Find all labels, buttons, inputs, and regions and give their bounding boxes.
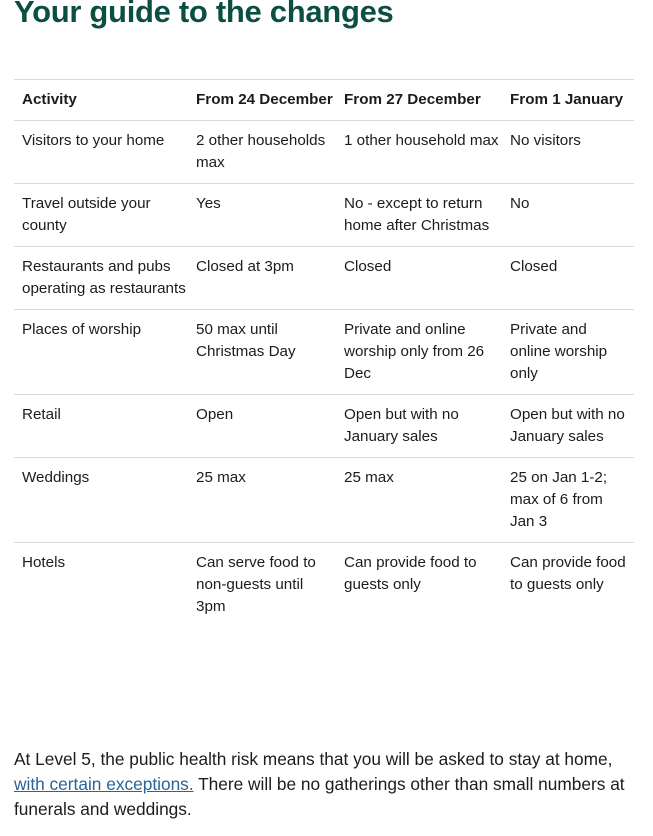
table-cell-activity: Hotels bbox=[14, 543, 188, 628]
table-cell-activity: Places of worship bbox=[14, 310, 188, 395]
table-row bbox=[14, 543, 634, 628]
table-cell-activity: Visitors to your home bbox=[14, 121, 188, 184]
table-cell: Can provide food to guests only bbox=[336, 543, 502, 628]
column-header-activity: Activity bbox=[14, 80, 188, 121]
table-cell: Closed bbox=[502, 247, 634, 310]
table-cell: 25 max bbox=[188, 458, 336, 543]
table-cell-activity: Travel outside your county bbox=[14, 184, 188, 247]
table-row bbox=[14, 395, 634, 458]
table-row bbox=[14, 247, 634, 310]
paragraph-text-end: There will be no gatherings other than small numbers at funerals and weddings. bbox=[14, 774, 625, 819]
paragraph-text-start: At Level 5, the public health risk means that you will be asked to stay at home, bbox=[14, 749, 613, 769]
table-cell-activity: Retail bbox=[14, 395, 188, 458]
table-cell: Private and online worship only from 26 Dec bbox=[336, 310, 502, 395]
table-cell: Closed at 3pm bbox=[188, 247, 336, 310]
page-heading: Your guide to the changes bbox=[14, 0, 394, 29]
table-cell-activity: Restaurants and pubs operating as restaurants bbox=[14, 247, 188, 310]
table-cell: Can provide food to guests only bbox=[502, 543, 634, 628]
table-cell: Open but with no January sales bbox=[336, 395, 502, 458]
table-cell: No visitors bbox=[502, 121, 634, 184]
column-header-1-january: From 1 January bbox=[502, 80, 634, 121]
exceptions-link[interactable]: with certain exceptions. bbox=[14, 774, 194, 794]
table-cell: Closed bbox=[336, 247, 502, 310]
table-row bbox=[14, 121, 634, 184]
table-cell: Open but with no January sales bbox=[502, 395, 634, 458]
changes-table bbox=[14, 79, 634, 627]
table-cell: 50 max until Christmas Day bbox=[188, 310, 336, 395]
table-cell: 25 max bbox=[336, 458, 502, 543]
table-cell: Private and online worship only bbox=[502, 310, 634, 395]
table-cell: 25 on Jan 1-2; max of 6 from Jan 3 bbox=[502, 458, 634, 543]
table-cell: No bbox=[502, 184, 634, 247]
column-header-24-december: From 24 December bbox=[188, 80, 336, 121]
table-row bbox=[14, 310, 634, 395]
table-row bbox=[14, 458, 634, 543]
table-cell: No - except to return home after Christmas bbox=[336, 184, 502, 247]
table-cell: 2 other households max bbox=[188, 121, 336, 184]
table-cell: Open bbox=[188, 395, 336, 458]
column-header-27-december: From 27 December bbox=[336, 80, 502, 121]
table-row bbox=[14, 184, 634, 247]
table-cell: 1 other household max bbox=[336, 121, 502, 184]
table-header-row bbox=[14, 80, 634, 121]
level-5-paragraph bbox=[14, 747, 634, 822]
table-cell: Yes bbox=[188, 184, 336, 247]
table-cell: Can serve food to non-guests until 3pm bbox=[188, 543, 336, 628]
table-cell-activity: Weddings bbox=[14, 458, 188, 543]
